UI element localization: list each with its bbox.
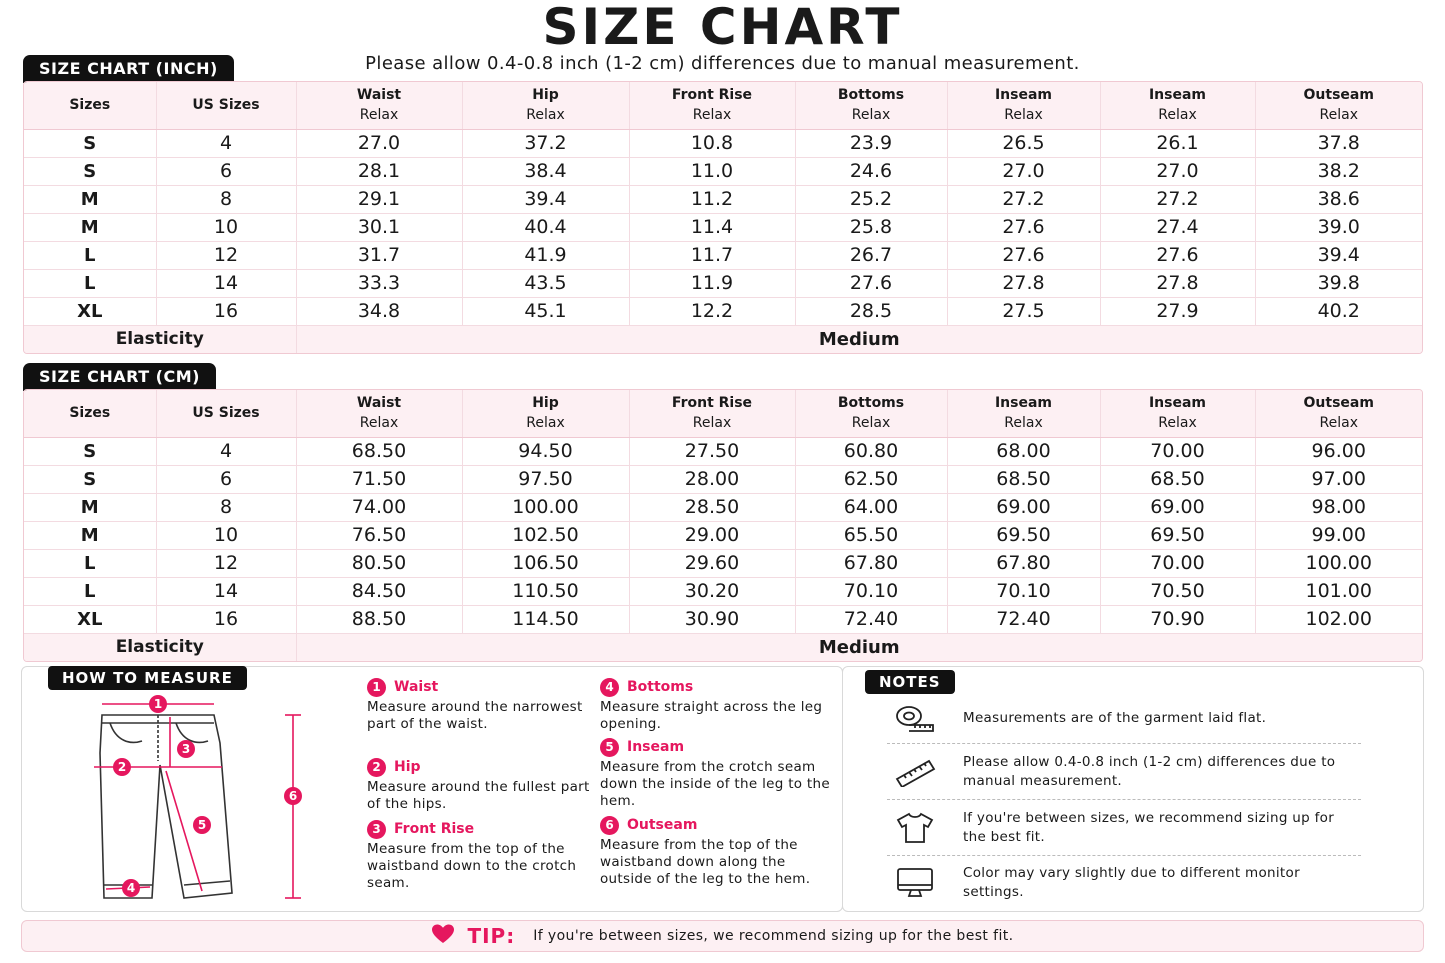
measure-step-head [367,819,597,839]
column-header [629,390,795,437]
cm-table-container [23,389,1423,662]
how-to-measure-panel [21,666,843,912]
measurement-cell: 38.2 [1255,157,1422,185]
table-header-row [24,390,1422,437]
size-cell: M [24,213,156,241]
measurement-cell: 45.1 [462,297,629,325]
measurement-cell: 11.9 [629,269,795,297]
column-header-name: Front Rise [671,395,753,412]
measurement-cell: 29.60 [629,549,795,577]
column-header [24,82,156,129]
column-header-name: Inseam [994,87,1053,104]
measurement-cell: 25.2 [795,185,947,213]
column-header [462,82,629,129]
diagram-marker-4: 4 [126,881,136,895]
note-divider [887,855,1361,856]
size-cell: S [24,465,156,493]
measurement-cell: 27.8 [1100,269,1255,297]
table-row [24,213,1422,241]
step-title: Front Rise [394,821,475,837]
size-cell: XL [24,605,156,633]
measurement-cell: 23.9 [795,129,947,157]
measurement-cell: 27.6 [947,213,1100,241]
note-text: Please allow 0.4-0.8 inch (1-2 cm) differences due to manual measurement. [963,754,1336,789]
column-header-sub: Relax [1158,107,1197,124]
measurement-cell: 64.00 [795,493,947,521]
measurement-cell: 106.50 [462,549,629,577]
step-description: Measure from the top of the waistband down along the outside of the leg to the hem. [600,837,811,887]
measure-step-head [600,677,830,697]
measure-step [367,757,597,813]
measurement-cell: 37.2 [462,129,629,157]
step-number-badge: 4 [600,678,619,697]
step-description: Measure around the narrowest part of the waist. [367,699,583,732]
column-header [947,82,1100,129]
measurement-cell: 27.0 [1100,157,1255,185]
table-row [24,549,1422,577]
column-header-name: US Sizes [192,405,260,422]
column-header-sub: Relax [692,415,732,432]
measurement-cell: 69.50 [1100,521,1255,549]
measurement-cell: 94.50 [462,437,629,465]
diagram-marker-1: 1 [153,697,163,711]
size-cell: L [24,241,156,269]
step-title: Waist [394,679,439,695]
note-divider [887,799,1361,800]
measurement-cell: 29.00 [629,521,795,549]
monitor-icon [887,867,943,899]
measurement-cell: 27.5 [947,297,1100,325]
measurement-cell: 38.4 [462,157,629,185]
column-header-sub: Relax [851,415,891,432]
note-divider [887,743,1361,744]
measurement-cell: 40.2 [1255,297,1422,325]
measurement-cell: 40.4 [462,213,629,241]
size-cell: S [24,437,156,465]
measure-step [600,815,830,888]
column-header-name: Hip [532,87,559,104]
column-header-sub: Relax [359,415,399,432]
note-item [887,753,1361,791]
measurement-cell: 6 [156,157,296,185]
step-title: Outseam [627,817,698,833]
step-description: Measure straight across the leg opening. [600,699,823,732]
table-row [24,185,1422,213]
measurement-cell: 69.00 [1100,493,1255,521]
size-cell: M [24,185,156,213]
diagram-marker-2: 2 [117,760,127,774]
column-header [1255,82,1422,129]
measurement-cell: 96.00 [1255,437,1422,465]
measurement-cell: 28.00 [629,465,795,493]
size-cell: S [24,129,156,157]
measurement-cell: 8 [156,185,296,213]
measurement-cell: 27.6 [1100,241,1255,269]
size-cell: M [24,521,156,549]
measurement-cell: 71.50 [296,465,462,493]
step-number-badge: 5 [600,738,619,757]
measurement-cell: 4 [156,129,296,157]
measure-step-head [367,757,597,777]
measurement-cell: 28.1 [296,157,462,185]
measurement-cell: 97.50 [462,465,629,493]
table-header-row [24,82,1422,129]
measurement-cell: 80.50 [296,549,462,577]
measurement-cell: 37.8 [1255,129,1422,157]
measurement-cell: 72.40 [947,605,1100,633]
pants-outline [100,715,232,898]
note-item [887,809,1361,847]
step-title: Inseam [627,739,685,755]
column-header-sub: Relax [1004,107,1043,124]
elasticity-label: Elasticity [24,325,296,353]
column-header-name: Waist [356,395,402,412]
table-row [24,493,1422,521]
table-row [24,521,1422,549]
measurement-cell: 30.20 [629,577,795,605]
measurement-cell: 12 [156,241,296,269]
measure-step-head [600,737,830,757]
measurement-cell: 68.50 [947,465,1100,493]
measurement-cell: 110.50 [462,577,629,605]
measurement-cell: 33.3 [296,269,462,297]
measurement-cell: 14 [156,269,296,297]
tip-bar [21,920,1424,952]
measurement-cell: 6 [156,465,296,493]
measurement-cell: 98.00 [1255,493,1422,521]
column-header-name: Front Rise [671,87,753,104]
measurement-cell: 67.80 [947,549,1100,577]
measurement-cell: 8 [156,493,296,521]
measure-step [367,677,597,733]
measurement-cell: 31.7 [296,241,462,269]
measurement-cell: 68.50 [1100,465,1255,493]
measurement-cell: 39.4 [462,185,629,213]
elasticity-value: Medium [296,325,1422,353]
measurement-cell: 11.7 [629,241,795,269]
column-header-name: Inseam [1148,395,1207,412]
measurement-cell: 72.40 [795,605,947,633]
size-cell: L [24,577,156,605]
measurement-cell: 27.2 [1100,185,1255,213]
column-header-sub: Relax [1158,415,1197,432]
measurement-cell: 39.8 [1255,269,1422,297]
measurement-cell: 41.9 [462,241,629,269]
measurement-cell: 27.0 [947,157,1100,185]
measurement-cell: 68.50 [296,437,462,465]
column-header [156,82,296,129]
column-header [462,390,629,437]
table-row [24,577,1422,605]
measurement-cell: 100.00 [1255,549,1422,577]
measurement-cell: 4 [156,437,296,465]
measurement-cell: 70.90 [1100,605,1255,633]
column-header-sub: Relax [526,107,565,124]
column-header [1100,390,1255,437]
measurement-cell: 88.50 [296,605,462,633]
measurement-cell: 28.50 [629,493,795,521]
table-row [24,437,1422,465]
measurement-cell: 68.00 [947,437,1100,465]
heart-icon [431,924,455,948]
how-to-measure-label: HOW TO MEASURE [48,666,247,690]
measurement-cell: 14 [156,577,296,605]
measurement-cell: 12.2 [629,297,795,325]
measurement-cell: 99.00 [1255,521,1422,549]
column-header-sub: Relax [359,107,399,124]
column-header-sub: Relax [1319,415,1358,432]
tip-text: If you're between sizes, we recommend sizing up for the best fit. [533,928,1014,944]
measurement-cell: 65.50 [795,521,947,549]
inch-table-tab: SIZE CHART (INCH) [23,55,234,83]
measure-step-head [367,677,597,697]
measurement-cell: 97.00 [1255,465,1422,493]
inch-size-table [24,82,1422,353]
column-header-name: Waist [356,87,402,104]
note-text: Color may vary slightly due to different monitor settings. [963,865,1300,900]
table-row [24,297,1422,325]
note-item [887,864,1361,902]
measurement-cell: 11.4 [629,213,795,241]
measurement-cell: 29.1 [296,185,462,213]
measurement-cell: 39.4 [1255,241,1422,269]
measurement-cell: 27.6 [795,269,947,297]
measuring-tape-icon [887,703,943,733]
column-header-name: Bottoms [837,87,905,104]
size-cell: L [24,269,156,297]
tshirt-icon [887,812,943,844]
column-header-name: Outseam [1303,395,1374,412]
column-header-name: US Sizes [192,97,260,114]
measurement-cell: 27.50 [629,437,795,465]
elasticity-row [24,633,1422,661]
measurement-cell: 11.0 [629,157,795,185]
measurement-cell: 100.00 [462,493,629,521]
measurement-cell: 28.5 [795,297,947,325]
column-header [296,390,462,437]
measurement-cell: 10 [156,213,296,241]
column-header-name: Hip [532,395,559,412]
column-header-sub: Relax [851,107,891,124]
measurement-cell: 84.50 [296,577,462,605]
measurement-cell: 24.6 [795,157,947,185]
measure-step [600,737,830,810]
column-header [296,82,462,129]
diagram-marker-6: 6 [288,789,298,803]
cm-table-tab: SIZE CHART (CM) [23,363,216,391]
measurement-cell: 10.8 [629,129,795,157]
step-description: Measure from the crotch seam down the inside of the leg to the hem. [600,759,830,809]
step-number-badge: 6 [600,816,619,835]
elasticity-label: Elasticity [24,633,296,661]
table-row [24,241,1422,269]
table-row [24,157,1422,185]
column-header [795,390,947,437]
measurement-cell: 39.0 [1255,213,1422,241]
measure-step [367,819,597,892]
measurement-cell: 70.10 [795,577,947,605]
measurement-cell: 16 [156,605,296,633]
note-text: Measurements are of the garment laid flat. [963,709,1267,726]
measure-step-head [600,815,830,835]
measurement-cell: 70.10 [947,577,1100,605]
measurement-cell: 10 [156,521,296,549]
measurement-cell: 69.00 [947,493,1100,521]
column-header [1100,82,1255,129]
step-number-badge: 2 [367,758,386,777]
pants-diagram [72,693,332,908]
diagram-marker-5: 5 [197,818,207,832]
measurement-cell: 102.00 [1255,605,1422,633]
measurement-cell: 26.7 [795,241,947,269]
column-header [629,82,795,129]
measurement-cell: 62.50 [795,465,947,493]
size-cell: S [24,157,156,185]
measurement-cell: 101.00 [1255,577,1422,605]
step-title: Bottoms [627,679,694,695]
diagram-marker-3: 3 [181,742,191,756]
measurement-cell: 11.2 [629,185,795,213]
column-header-name: Bottoms [837,395,905,412]
step-number-badge: 1 [367,678,386,697]
column-header [1255,390,1422,437]
column-header-sub: Relax [692,107,732,124]
measurement-cell: 27.8 [947,269,1100,297]
step-number-badge: 3 [367,820,386,839]
table-row [24,269,1422,297]
elasticity-row [24,325,1422,353]
column-header-sub: Relax [526,415,565,432]
measurement-cell: 74.00 [296,493,462,521]
measure-step [600,677,830,733]
elasticity-value: Medium [296,633,1422,661]
notes-panel [842,666,1424,912]
column-header-name: Outseam [1303,87,1374,104]
column-header-sub: Relax [1004,415,1043,432]
measurement-cell: 27.9 [1100,297,1255,325]
column-header [795,82,947,129]
tip-label: TIP: [467,924,516,948]
measurement-cell: 114.50 [462,605,629,633]
measurement-cell: 27.0 [296,129,462,157]
size-cell: M [24,493,156,521]
note-item [887,703,1361,733]
measurement-cell: 26.5 [947,129,1100,157]
table-row [24,465,1422,493]
measurement-cell: 102.50 [462,521,629,549]
step-description: Measure from the top of the waistband down to the crotch seam. [367,841,577,891]
measurement-cell: 26.1 [1100,129,1255,157]
measurement-cell: 34.8 [296,297,462,325]
column-header-name: Sizes [69,97,111,114]
table-row [24,605,1422,633]
measurement-cell: 38.6 [1255,185,1422,213]
measurement-cell: 69.50 [947,521,1100,549]
column-header [947,390,1100,437]
measurement-cell: 12 [156,549,296,577]
step-title: Hip [394,759,421,775]
page-title: SIZE CHART [542,0,903,56]
column-header-sub: Relax [1319,107,1358,124]
measurement-cell: 27.2 [947,185,1100,213]
ruler-icon [887,757,943,787]
size-cell: XL [24,297,156,325]
measurement-cell: 70.00 [1100,437,1255,465]
measurement-cell: 70.50 [1100,577,1255,605]
cm-size-table [24,390,1422,661]
column-header [24,390,156,437]
measurement-cell: 70.00 [1100,549,1255,577]
measurement-cell: 25.8 [795,213,947,241]
column-header-name: Sizes [69,405,111,422]
note-text: If you're between sizes, we recommend sizing up for the best fit. [963,810,1335,845]
size-cell: L [24,549,156,577]
measurement-cell: 30.1 [296,213,462,241]
step-description: Measure around the fullest part of the hips. [367,779,590,812]
measurement-cell: 30.90 [629,605,795,633]
table-row [24,129,1422,157]
column-header-name: Inseam [994,395,1053,412]
measurement-cell: 43.5 [462,269,629,297]
page-subtitle: Please allow 0.4-0.8 inch (1-2 cm) differences due to manual measurement. [365,53,1080,74]
notes-label: NOTES [865,670,955,694]
column-header [156,390,296,437]
measurement-cell: 76.50 [296,521,462,549]
measurement-cell: 67.80 [795,549,947,577]
measurement-cell: 60.80 [795,437,947,465]
measurement-cell: 27.4 [1100,213,1255,241]
column-header-name: Inseam [1148,87,1207,104]
inch-table-container [23,81,1423,354]
measurement-cell: 27.6 [947,241,1100,269]
measurement-cell: 16 [156,297,296,325]
